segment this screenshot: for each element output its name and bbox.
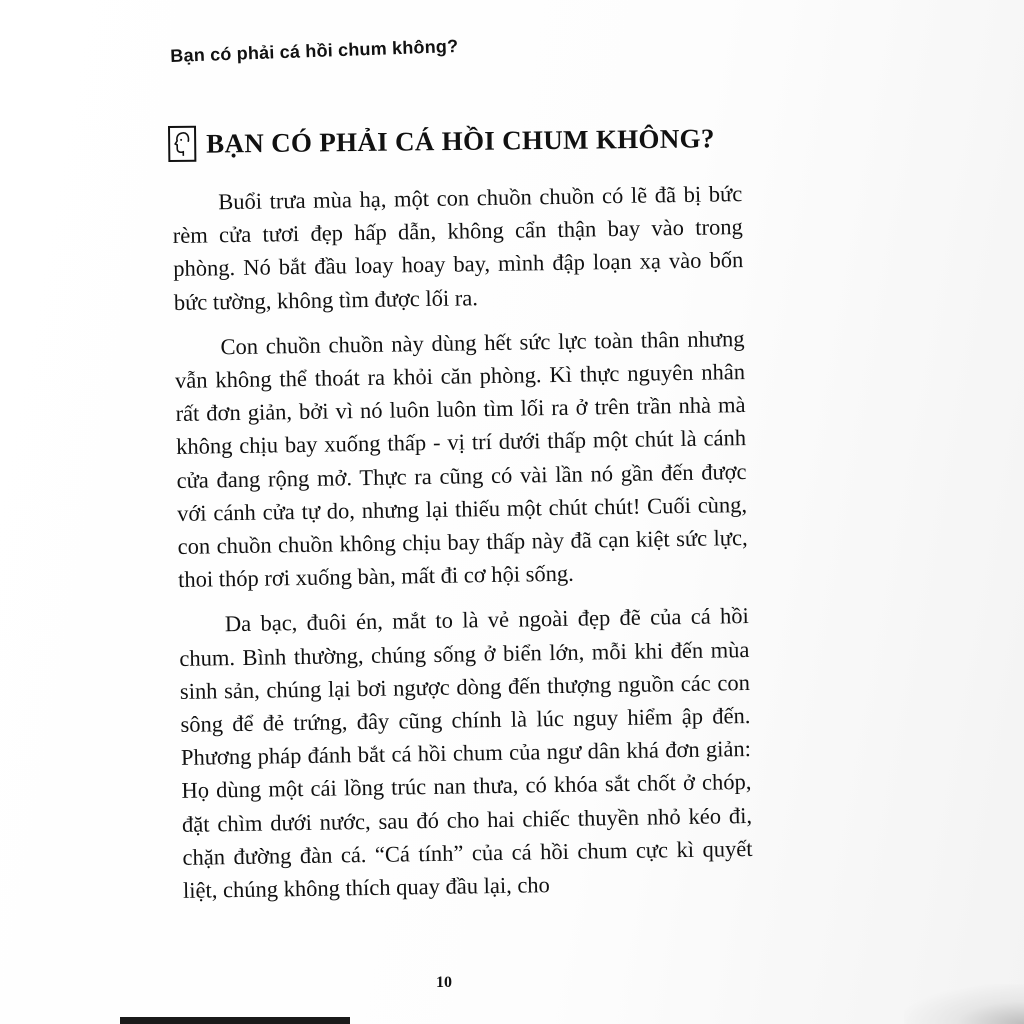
paragraph: Da bạc, đuôi én, mắt to là vẻ ngoài đẹp đẽ của cá hồi chum. Bình thường, chúng sống ở biển lớn, mỗi khi đến mùa sinh sản, chúng lại bơi ngược dòng đến thượng nguồn các con sông để đẻ trứng, đây cũng chính là lúc nguy hiểm ập đến. Phương pháp đánh bắt cá hồi chum của ngư dân khá đơn giản: Họ dùng một cái lồng trúc nan thưa, có khóa sắt chốt ở chóp, đặt chìm dưới nước, sau đó cho hai chiếc thuyền nhỏ kéo đi, chặn đường đàn cá. “Cá tính” của cá hồi chum cực kì quyết liệt, chúng không thích quay đầu lại, cho <box>179 603 753 903</box>
paragraph: Buổi trưa mùa hạ, một con chuồn chuồn có lẽ đã bị bức rèm cửa tươi đẹp hấp dẫn, không cẩn thận bay vào trong phòng. Nó bắt đầu loay hoay bay, mình đập loạn xạ vào bốn bức tường, không tìm được lối ra. <box>172 181 744 315</box>
running-header: Bạn có phải cá hồi chum không? <box>170 35 459 66</box>
paragraph: Con chuồn chuồn này dùng hết sức lực toàn thân nhưng vẫn không thể thoát ra khỏi căn phòng. Kì thực nguyên nhân rất đơn giản, bởi vì nó luôn luôn tìm lối ra ở trên trần nhà mà không chịu bay xuống thấp - vị trí dưới thấp một chút là cánh cửa đang rộng mở. Thực ra cũng có vài lần nó gần đến được với cánh cửa tự do, nhưng lại thiếu một chút chút! Cuối cùng, con chuồn chuồn không chịu bay thấp này đã cạn kiệt sức lực, thoi thóp rơi xuống bàn, mất đi cơ hội sống. <box>174 325 748 593</box>
page-corner-shadow <box>904 984 1024 1024</box>
face-profile-icon <box>168 126 196 162</box>
page-number: 10 <box>436 974 452 991</box>
chapter-title-text: BẠN CÓ PHẢI CÁ HỒI CHUM KHÔNG? <box>206 122 715 159</box>
body-text <box>172 177 753 907</box>
chapter-title <box>168 120 715 162</box>
page-bottom-edge <box>120 1017 350 1024</box>
